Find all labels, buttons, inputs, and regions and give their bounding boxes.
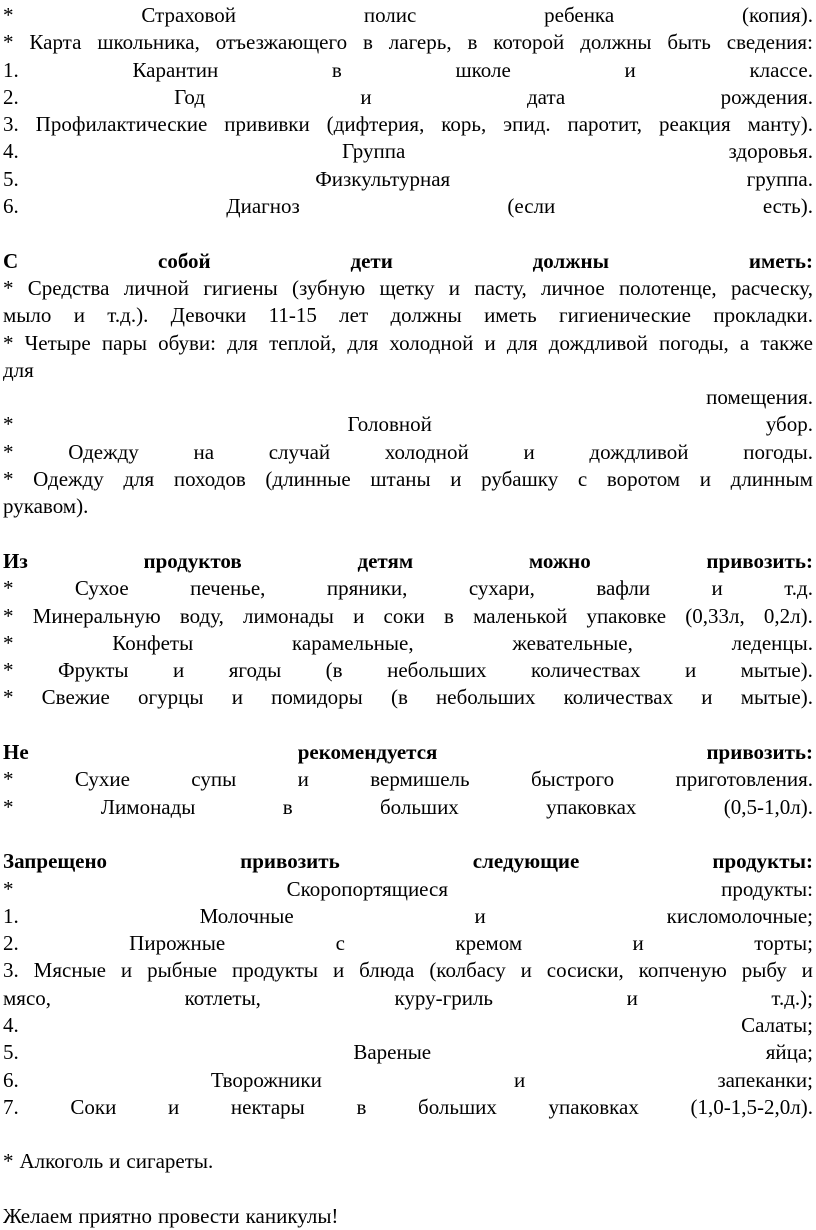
text-line <box>3 275 813 302</box>
word: можно <box>528 548 591 573</box>
word: (если <box>507 194 556 219</box>
text-line <box>3 2 813 29</box>
blank-line <box>3 521 813 548</box>
text-line <box>3 166 813 193</box>
word: * <box>3 658 14 683</box>
word: * <box>3 275 14 300</box>
text-line <box>3 876 813 903</box>
word: 4. <box>3 139 19 164</box>
word: Четыре <box>24 330 91 355</box>
text-line <box>3 1203 813 1230</box>
word: сигареты. <box>126 1149 214 1174</box>
word: леденцы. <box>731 630 813 655</box>
text-line <box>3 957 813 984</box>
text-line <box>3 193 813 220</box>
word: Лимонады <box>100 794 196 819</box>
text-line <box>3 1039 813 1066</box>
word: рождения. <box>720 84 813 109</box>
word: * <box>3 30 14 55</box>
word: * <box>3 467 14 492</box>
word: школе <box>455 57 511 82</box>
text-line <box>3 630 813 657</box>
word: воротом <box>606 467 681 492</box>
word: иметь <box>484 303 537 328</box>
word: Профилактические <box>35 112 208 137</box>
word: собой <box>158 248 211 273</box>
word: кремом <box>455 931 523 956</box>
word: и <box>513 1067 526 1092</box>
word: пасту, <box>474 275 527 300</box>
word: лимонады <box>243 603 334 628</box>
word: иметь: <box>748 248 813 273</box>
text-line <box>3 111 813 138</box>
word: * <box>3 630 14 655</box>
word: Вареные <box>353 1040 432 1065</box>
word: для <box>123 467 155 492</box>
word: и <box>173 658 185 683</box>
word: должны <box>390 303 462 328</box>
word: котлеты, <box>184 985 261 1010</box>
word: Фрукты <box>57 658 129 683</box>
word: Сухое <box>74 576 129 601</box>
word: Скоропортящиеся <box>286 876 449 901</box>
word: личной <box>123 275 190 300</box>
word: Девочки <box>170 303 247 328</box>
word: Молочные <box>199 903 294 928</box>
word: С <box>3 248 19 273</box>
word: и <box>684 658 697 683</box>
word: убор. <box>765 412 813 437</box>
text-line <box>3 84 813 111</box>
word: Страховой <box>141 3 237 27</box>
text-line <box>3 1067 813 1094</box>
word: привозить: <box>706 548 813 573</box>
word: куру-гриль <box>394 985 494 1010</box>
word: в <box>282 794 293 819</box>
word: полис <box>363 3 417 27</box>
word: и <box>520 958 532 983</box>
word: Группа <box>341 139 406 164</box>
word: и <box>332 958 345 983</box>
text-line <box>3 57 813 84</box>
word: помещения. <box>706 385 813 410</box>
word: небольших <box>387 658 487 683</box>
word: расческу, <box>730 275 813 300</box>
word: Творожники <box>210 1067 322 1092</box>
word: 5. <box>3 1040 19 1065</box>
word: мыло <box>3 303 52 328</box>
word: реакция <box>658 112 731 137</box>
word: и <box>699 467 711 492</box>
word: Год <box>174 84 205 109</box>
text-line <box>3 794 813 821</box>
word: полотенце, <box>618 275 717 300</box>
word: 6. <box>3 1067 19 1092</box>
word: (0,33л, <box>685 603 745 628</box>
word: продуктов <box>143 548 242 573</box>
word: лет <box>339 303 369 328</box>
word: Средства <box>27 275 110 300</box>
word: погоды, <box>659 330 729 355</box>
word: дождливой <box>548 330 648 355</box>
word: (0,5-1,0л). <box>723 794 813 819</box>
word: (зубную <box>291 275 366 300</box>
word: следующие <box>472 849 580 874</box>
word: пары <box>101 330 147 355</box>
word: теплой, <box>269 330 337 355</box>
word: и <box>448 275 461 300</box>
word: кисломолочные; <box>666 903 813 928</box>
word: дата <box>527 84 566 109</box>
word: Физкультурная <box>315 166 451 191</box>
word: продукты: <box>721 876 813 901</box>
word: прокладки. <box>713 303 813 328</box>
word: щетку <box>379 275 435 300</box>
word: блюда <box>359 958 415 983</box>
word: Конфеты <box>112 630 194 655</box>
word: паротит, <box>567 112 643 137</box>
word: больших <box>379 794 459 819</box>
word: нектары <box>230 1094 305 1119</box>
word: Сухие <box>74 767 130 792</box>
word: Не <box>3 740 29 765</box>
word: 6. <box>3 194 19 219</box>
word: и <box>626 985 638 1010</box>
word: гигиены <box>203 275 278 300</box>
word: обуви: <box>158 330 216 355</box>
word: * <box>3 794 14 819</box>
word: т.д. <box>784 576 813 601</box>
word: приятно <box>78 1204 153 1229</box>
word: Одежду <box>33 467 104 492</box>
text-line <box>3 439 813 466</box>
word: упаковках <box>546 794 637 819</box>
word: на <box>193 439 215 464</box>
document-page <box>3 2 813 1230</box>
section-heading <box>3 548 813 575</box>
word: продукты <box>231 958 319 983</box>
word: гигиенические <box>559 303 691 328</box>
word: (копия). <box>741 3 813 27</box>
word: * <box>3 330 14 355</box>
word: Головной <box>347 412 432 437</box>
text-line <box>3 302 813 329</box>
word: больших <box>418 1094 497 1119</box>
section-heading <box>3 848 813 875</box>
word: помидоры <box>271 685 363 710</box>
word: соки <box>383 603 425 628</box>
word: есть). <box>762 194 813 219</box>
word: и <box>353 603 365 628</box>
text-line <box>3 357 813 384</box>
word: Алкоголь <box>19 1149 104 1174</box>
word: холодной <box>384 439 469 464</box>
word: и <box>168 1094 180 1119</box>
word: приготовления. <box>675 767 813 792</box>
word: и <box>297 767 309 792</box>
section-heading <box>3 739 813 766</box>
word: для <box>506 330 538 355</box>
word: количествах <box>531 658 641 683</box>
word: в <box>467 30 478 55</box>
word: маленькой <box>473 603 568 628</box>
word: рыбу <box>741 958 787 983</box>
word: 2. <box>3 931 19 956</box>
word: 4. <box>3 1012 19 1037</box>
word: вафли <box>596 576 651 601</box>
word: * <box>3 412 14 437</box>
word: эпид. <box>503 112 551 137</box>
text-line <box>3 903 813 930</box>
text-line <box>3 29 813 56</box>
word: Карантин <box>132 57 219 82</box>
word: мытые). <box>740 658 813 683</box>
word: 11-15 <box>268 303 317 328</box>
word: и <box>450 467 462 492</box>
word: Пирожные <box>129 931 226 956</box>
word: длинным <box>730 467 813 492</box>
text-line <box>3 657 813 684</box>
word: воду, <box>179 603 224 628</box>
text-line <box>3 575 813 602</box>
word: для <box>347 330 379 355</box>
word: в <box>443 603 454 628</box>
word: яйца; <box>765 1040 813 1065</box>
word: и <box>624 57 636 82</box>
word: * <box>3 1149 14 1174</box>
word: 1. <box>3 57 19 82</box>
word: Салаты; <box>741 1012 813 1037</box>
word: прививки <box>224 112 310 137</box>
word: и <box>701 685 713 710</box>
text-line <box>3 411 813 438</box>
word: манту). <box>747 112 813 137</box>
word: каникулы! <box>245 1204 339 1229</box>
word: печенье, <box>190 576 266 601</box>
word: и <box>474 903 486 928</box>
word: походов <box>173 467 246 492</box>
word: в <box>356 1094 367 1119</box>
word: продукты: <box>712 849 813 874</box>
word: Одежду <box>68 439 139 464</box>
blank-line <box>3 712 813 739</box>
word: 7. <box>3 1094 19 1119</box>
word: группа. <box>746 166 813 191</box>
text-line <box>3 330 813 357</box>
text-line <box>3 466 813 493</box>
word: лагерь, <box>388 30 452 55</box>
word: Запрещено <box>3 849 108 874</box>
word: пряники, <box>326 576 408 601</box>
word: провести <box>158 1204 240 1229</box>
word: супы <box>191 767 237 792</box>
word: дети <box>350 248 393 273</box>
section-heading <box>3 248 813 275</box>
word: и <box>632 931 644 956</box>
word: быстрого <box>530 767 615 792</box>
word: погоды. <box>743 439 813 464</box>
word: и <box>120 958 133 983</box>
word: Свежие <box>41 685 110 710</box>
word: школьника, <box>97 30 200 55</box>
word: а <box>739 330 750 355</box>
word: рубашку <box>481 467 559 492</box>
word: (1,0-1,5-2,0л). <box>690 1094 813 1119</box>
word: с <box>335 931 345 956</box>
word: также <box>760 330 813 355</box>
word: в <box>362 30 373 55</box>
word: вермишель <box>370 767 470 792</box>
word: 5. <box>3 166 19 191</box>
word: рыбные <box>147 958 218 983</box>
word: количествах <box>563 685 674 710</box>
word: ягоды <box>228 658 282 683</box>
word: 0,2л). <box>763 603 813 628</box>
word: быть <box>667 30 711 55</box>
word: личное <box>541 275 605 300</box>
word: запеканки; <box>717 1067 813 1092</box>
word: рукавом). <box>3 494 89 519</box>
word: жевательные, <box>512 630 633 655</box>
word: 3. <box>3 112 19 137</box>
word: торты; <box>754 931 813 956</box>
word: и <box>360 84 372 109</box>
word: (в <box>390 685 408 710</box>
word: и <box>73 303 85 328</box>
word: должны <box>532 248 610 273</box>
word: сведения: <box>726 30 813 55</box>
word: дождливой <box>589 439 689 464</box>
word: небольших <box>436 685 536 710</box>
word: в <box>331 57 342 82</box>
text-line <box>3 138 813 165</box>
word: корь, <box>441 112 487 137</box>
word: * <box>3 603 14 628</box>
word: огурцы <box>138 685 204 710</box>
word: * <box>3 876 14 901</box>
word: и <box>484 330 496 355</box>
word: * <box>3 3 14 27</box>
word: детям <box>357 548 414 573</box>
word: и <box>523 439 535 464</box>
word: * <box>3 576 14 601</box>
word: Желаем <box>3 1204 73 1229</box>
text-line <box>3 930 813 957</box>
word: * <box>3 685 14 710</box>
word: (в <box>325 658 343 683</box>
word: и <box>109 1149 121 1174</box>
word: 3. <box>3 958 19 983</box>
word: Карта <box>29 30 82 55</box>
blank-line <box>3 1176 813 1203</box>
word: классе. <box>749 57 813 82</box>
word: с <box>577 467 588 492</box>
text-line <box>3 985 813 1012</box>
text-line <box>3 766 813 793</box>
blank-line <box>3 821 813 848</box>
word: штаны <box>370 467 431 492</box>
word: * <box>3 439 14 464</box>
blank-line <box>3 220 813 247</box>
word: привозить <box>240 849 340 874</box>
blank-line <box>3 1121 813 1148</box>
word: т.д.). <box>107 303 149 328</box>
word: Мясные <box>33 958 106 983</box>
word: мытые). <box>740 685 813 710</box>
word: и <box>231 685 243 710</box>
word: карамельные, <box>291 630 414 655</box>
word: привозить: <box>706 740 813 765</box>
word: т.д.); <box>771 985 813 1010</box>
word: Из <box>3 548 28 573</box>
word: Минеральную <box>32 603 161 628</box>
word: Диагноз <box>226 194 300 219</box>
text-line <box>3 493 813 520</box>
word: Соки <box>70 1094 117 1119</box>
text-line <box>3 384 813 411</box>
word: сосиски, <box>546 958 624 983</box>
word: ребенка <box>544 3 615 27</box>
word: (дифтерия, <box>326 112 425 137</box>
word: 2. <box>3 84 19 109</box>
word: мясо, <box>3 985 52 1010</box>
text-line <box>3 1148 813 1175</box>
word: здоровья. <box>728 139 813 164</box>
word: 1. <box>3 903 19 928</box>
word: для <box>227 330 258 355</box>
word: * <box>3 767 14 792</box>
word: (колбасу <box>429 958 506 983</box>
text-line <box>3 1012 813 1039</box>
word: должны <box>580 30 652 55</box>
word: упаковке <box>586 603 667 628</box>
word: и <box>711 576 723 601</box>
word: копченую <box>638 958 727 983</box>
text-line <box>3 1094 813 1121</box>
word: сухари, <box>468 576 535 601</box>
word: для <box>3 357 34 382</box>
text-line <box>3 603 813 630</box>
word: (длинные <box>265 467 351 492</box>
word: упаковках <box>548 1094 639 1119</box>
word: рекомендуется <box>297 740 438 765</box>
word: и <box>801 958 813 983</box>
text-line <box>3 684 813 711</box>
word: отъезжающего <box>215 30 348 55</box>
word: холодной <box>389 330 474 355</box>
word: случай <box>268 439 331 464</box>
word: которой <box>493 30 565 55</box>
